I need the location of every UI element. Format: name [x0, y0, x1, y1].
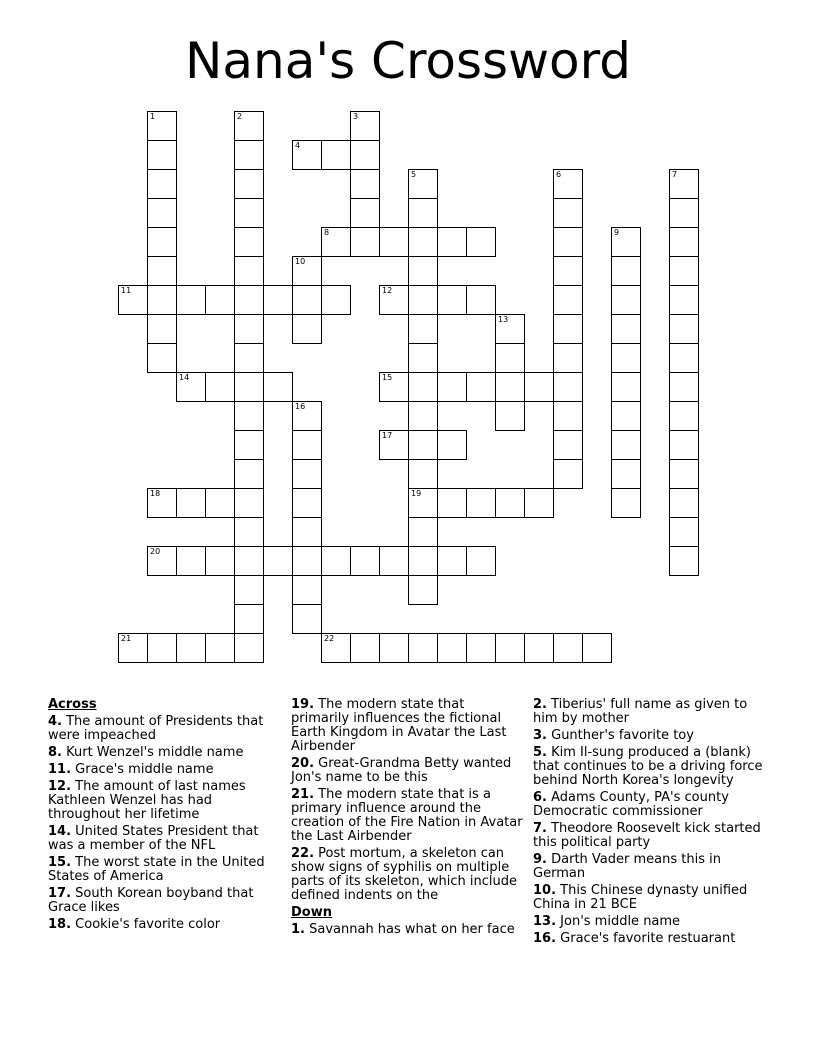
grid-cell[interactable]: [553, 227, 583, 257]
clue-number: 9.: [533, 852, 547, 867]
grid-cell[interactable]: [408, 169, 438, 199]
grid-cell[interactable]: [553, 343, 583, 373]
clue-number: 6.: [533, 790, 547, 805]
clue-number: 17.: [48, 886, 72, 901]
grid-cell[interactable]: [292, 459, 322, 489]
grid-cell[interactable]: [292, 517, 322, 547]
grid-cell[interactable]: [582, 633, 612, 663]
grid-cell[interactable]: [495, 343, 525, 373]
clue-item: [48, 887, 273, 915]
grid-cell[interactable]: [466, 633, 496, 663]
grid-cell[interactable]: [321, 633, 351, 663]
clue-item: [533, 746, 765, 788]
grid-cell[interactable]: [350, 111, 380, 141]
grid-cell[interactable]: [147, 633, 177, 663]
grid-cell[interactable]: [234, 488, 264, 518]
cell-number: 21: [121, 634, 132, 643]
clue-item: [291, 923, 523, 937]
grid-cell[interactable]: [350, 198, 380, 228]
grid-cell[interactable]: [553, 633, 583, 663]
grid-cell[interactable]: [524, 633, 554, 663]
grid-cell[interactable]: [437, 227, 467, 257]
clue-item: [533, 729, 765, 743]
grid-cell[interactable]: [553, 198, 583, 228]
clue-number: 12.: [48, 779, 72, 794]
cell-number: 14: [179, 373, 190, 382]
grid-cell[interactable]: [176, 372, 206, 402]
grid-cell[interactable]: [350, 227, 380, 257]
clue-text: Kim Il-sung produced a (blank) that continues to be a driving force behind North Korea's longevity: [533, 745, 763, 788]
clue-number: 21.: [291, 787, 315, 802]
grid-cell[interactable]: [495, 401, 525, 431]
grid-cell[interactable]: [408, 517, 438, 547]
grid-cell[interactable]: [234, 430, 264, 460]
cell-number: 12: [382, 286, 393, 295]
clue-number: 14.: [48, 824, 72, 839]
across-heading: Across: [48, 697, 97, 712]
grid-cell[interactable]: [234, 285, 264, 315]
clue-number: 10.: [533, 883, 557, 898]
clue-number: 22.: [291, 846, 315, 861]
clue-text: Grace's favorite restuarant: [556, 931, 736, 946]
grid-cell[interactable]: [408, 575, 438, 605]
clue-number: 8.: [48, 745, 62, 760]
grid-cell[interactable]: [234, 198, 264, 228]
grid-cell[interactable]: [611, 256, 641, 286]
grid-cell[interactable]: [553, 285, 583, 315]
grid-cell[interactable]: [669, 256, 699, 286]
grid-cell[interactable]: [437, 633, 467, 663]
clue-text: The modern state that primarily influences the fictional Earth Kingdom in Avatar the Last Airbender: [291, 697, 507, 754]
grid-cell[interactable]: [234, 256, 264, 286]
grid-cell[interactable]: [669, 169, 699, 199]
grid-cell[interactable]: [234, 140, 264, 170]
cell-number: 18: [150, 489, 161, 498]
clue-number: 18.: [48, 917, 72, 932]
grid-cell[interactable]: [669, 314, 699, 344]
cell-number: 6: [556, 170, 562, 179]
cell-number: 8: [324, 228, 330, 237]
clue-text: Post mortum, a skeleton can show signs of syphilis on multiple parts of its skeleton, which include defined indents on the: [291, 846, 517, 903]
grid-cell[interactable]: [147, 140, 177, 170]
grid-cell[interactable]: [669, 488, 699, 518]
grid-cell[interactable]: [292, 604, 322, 634]
grid-cell[interactable]: [292, 488, 322, 518]
clue-item: [48, 715, 273, 743]
cell-number: 1: [150, 112, 156, 121]
clue-text: The modern state that is a primary influence around the creation of the Fire Nation in Avatar the Last Airbender: [291, 787, 523, 844]
clue-text: Savannah has what on her face: [304, 922, 515, 937]
grid-cell[interactable]: [669, 546, 699, 576]
grid-cell[interactable]: [234, 546, 264, 576]
grid-cell[interactable]: [147, 227, 177, 257]
grid-cell[interactable]: [234, 604, 264, 634]
grid-cell[interactable]: [379, 633, 409, 663]
grid-cell[interactable]: [234, 372, 264, 402]
clue-number: 16.: [533, 931, 557, 946]
cell-number: 20: [150, 547, 161, 556]
grid-cell[interactable]: [350, 546, 380, 576]
grid-cell[interactable]: [611, 285, 641, 315]
grid-cell[interactable]: [234, 169, 264, 199]
grid-cell[interactable]: [234, 401, 264, 431]
grid-cell[interactable]: [495, 488, 525, 518]
grid-cell[interactable]: [437, 430, 467, 460]
grid-cell[interactable]: [669, 459, 699, 489]
grid-cell[interactable]: [205, 372, 235, 402]
grid-cell[interactable]: [408, 372, 438, 402]
grid-cell[interactable]: [379, 430, 409, 460]
grid-cell[interactable]: [669, 430, 699, 460]
grid-cell[interactable]: [553, 169, 583, 199]
grid-cell[interactable]: [147, 285, 177, 315]
clue-item: [291, 757, 523, 785]
grid-cell[interactable]: [147, 314, 177, 344]
clue-number: 2.: [533, 697, 547, 712]
clue-item: [48, 825, 273, 853]
clue-text: Kurt Wenzel's middle name: [61, 745, 244, 760]
cell-number: 10: [295, 257, 306, 266]
grid-cell[interactable]: [611, 372, 641, 402]
grid-cell[interactable]: [147, 343, 177, 373]
grid-cell[interactable]: [379, 227, 409, 257]
grid-cell[interactable]: [553, 430, 583, 460]
grid-cell[interactable]: [379, 285, 409, 315]
clue-number: 13.: [533, 914, 557, 929]
grid-cell[interactable]: [292, 546, 322, 576]
grid-cell[interactable]: [408, 314, 438, 344]
grid-cell[interactable]: [495, 372, 525, 402]
grid-cell[interactable]: [292, 256, 322, 286]
grid-cell[interactable]: [379, 372, 409, 402]
clue-number: 11.: [48, 762, 72, 777]
grid-cell[interactable]: [176, 546, 206, 576]
grid-cell[interactable]: [408, 343, 438, 373]
grid-cell[interactable]: [292, 314, 322, 344]
clue-text: Jon's middle name: [556, 914, 681, 929]
grid-cell[interactable]: [234, 575, 264, 605]
clue-text: Adams County, PA's county Democratic commissioner: [533, 790, 729, 819]
clue-item: [533, 791, 765, 819]
grid-cell[interactable]: [176, 488, 206, 518]
clue-text: Tiberius' full name as given to him by mother: [533, 697, 748, 726]
grid-cell[interactable]: [495, 633, 525, 663]
grid-cell[interactable]: [553, 256, 583, 286]
grid-cell[interactable]: [234, 633, 264, 663]
clue-number: 5.: [533, 745, 547, 760]
grid-cell[interactable]: [524, 488, 554, 518]
clue-number: 7.: [533, 821, 547, 836]
clue-item: [48, 856, 273, 884]
clue-text: Darth Vader means this in German: [533, 852, 721, 881]
grid-cell[interactable]: [176, 633, 206, 663]
grid-cell[interactable]: [234, 314, 264, 344]
grid-cell[interactable]: [263, 372, 293, 402]
grid-cell[interactable]: [408, 459, 438, 489]
grid-cell[interactable]: [408, 488, 438, 518]
clue-text: Grace's middle name: [71, 762, 214, 777]
grid-cell[interactable]: [118, 633, 148, 663]
down-heading: Down: [291, 905, 332, 920]
page-title: Nana's Crossword: [184, 32, 632, 90]
clue-item: [533, 915, 765, 929]
grid-cell[interactable]: [234, 111, 264, 141]
clue-item: [533, 698, 765, 726]
clue-number: 19.: [291, 697, 315, 712]
grid-cell[interactable]: [611, 459, 641, 489]
grid-cell[interactable]: [466, 285, 496, 315]
grid-cell[interactable]: [263, 546, 293, 576]
grid-cell[interactable]: [437, 372, 467, 402]
clue-number: 20.: [291, 756, 315, 771]
grid-cell[interactable]: [147, 169, 177, 199]
grid-cell[interactable]: [437, 285, 467, 315]
grid-cell[interactable]: [611, 314, 641, 344]
grid-cell[interactable]: [205, 488, 235, 518]
grid-cell[interactable]: [234, 459, 264, 489]
grid-cell[interactable]: [176, 285, 206, 315]
grid-cell[interactable]: [321, 227, 351, 257]
clue-item: [48, 780, 273, 822]
grid-cell[interactable]: [669, 227, 699, 257]
grid-cell[interactable]: [147, 546, 177, 576]
cell-number: 4: [295, 141, 301, 150]
grid-cell[interactable]: [408, 285, 438, 315]
grid-cell[interactable]: [669, 401, 699, 431]
cell-number: 3: [353, 112, 359, 121]
grid-cell[interactable]: [466, 372, 496, 402]
clue-item: [533, 932, 765, 946]
grid-cell[interactable]: [408, 430, 438, 460]
clue-text: Cookie's favorite color: [71, 917, 221, 932]
grid-cell[interactable]: [611, 227, 641, 257]
clue-number: 15.: [48, 855, 72, 870]
grid-cell[interactable]: [408, 227, 438, 257]
clue-item: [48, 746, 273, 760]
grid-cell[interactable]: [553, 372, 583, 402]
cell-number: 13: [498, 315, 509, 324]
grid-cell[interactable]: [553, 459, 583, 489]
grid-cell[interactable]: [205, 633, 235, 663]
cell-number: 17: [382, 431, 393, 440]
grid-cell[interactable]: [350, 633, 380, 663]
grid-cell[interactable]: [147, 198, 177, 228]
grid-cell[interactable]: [292, 140, 322, 170]
grid-cell[interactable]: [408, 198, 438, 228]
grid-cell[interactable]: [408, 401, 438, 431]
grid-cell[interactable]: [611, 488, 641, 518]
grid-cell[interactable]: [669, 372, 699, 402]
clue-number: 3.: [533, 728, 547, 743]
grid-cell[interactable]: [234, 227, 264, 257]
clue-text: South Korean boyband that Grace likes: [48, 886, 254, 915]
cell-number: 11: [121, 286, 132, 295]
grid-cell[interactable]: [553, 401, 583, 431]
grid-cell[interactable]: [147, 111, 177, 141]
grid-cell[interactable]: [234, 517, 264, 547]
grid-cell[interactable]: [350, 140, 380, 170]
grid-cell[interactable]: [408, 633, 438, 663]
grid-cell[interactable]: [466, 546, 496, 576]
grid-cell[interactable]: [437, 488, 467, 518]
clues-column-2: [291, 698, 523, 940]
clue-text: Gunther's favorite toy: [546, 728, 694, 743]
grid-cell[interactable]: [495, 314, 525, 344]
grid-cell[interactable]: [669, 517, 699, 547]
grid-cell[interactable]: [611, 401, 641, 431]
grid-cell[interactable]: [408, 546, 438, 576]
clue-number: 4.: [48, 714, 62, 729]
grid-cell[interactable]: [263, 285, 293, 315]
clue-text: Theodore Roosevelt kick started this political party: [533, 821, 761, 850]
grid-cell[interactable]: [292, 285, 322, 315]
clue-item: [291, 698, 523, 754]
grid-cell[interactable]: [611, 343, 641, 373]
clue-text: The amount of Presidents that were impeached: [48, 714, 264, 743]
cell-number: 19: [411, 489, 422, 498]
cell-number: 7: [672, 170, 678, 179]
grid-cell[interactable]: [292, 430, 322, 460]
grid-cell[interactable]: [147, 256, 177, 286]
grid-cell[interactable]: [292, 401, 322, 431]
clue-item: [48, 918, 273, 932]
clue-text: The worst state in the United States of America: [48, 855, 265, 884]
grid-cell[interactable]: [466, 488, 496, 518]
grid-cell[interactable]: [466, 227, 496, 257]
cell-number: 16: [295, 402, 306, 411]
clue-item: [291, 847, 523, 903]
grid-cell[interactable]: [147, 488, 177, 518]
cell-number: 22: [324, 634, 335, 643]
grid-cell[interactable]: [350, 169, 380, 199]
grid-cell[interactable]: [234, 343, 264, 373]
grid-cell[interactable]: [524, 372, 554, 402]
cell-number: 15: [382, 373, 393, 382]
clue-text: The amount of last names Kathleen Wenzel has had throughout her lifetime: [48, 779, 246, 822]
clue-item: [533, 822, 765, 850]
grid-cell[interactable]: [321, 546, 351, 576]
grid-cell[interactable]: [321, 285, 351, 315]
grid-cell[interactable]: [205, 285, 235, 315]
grid-cell[interactable]: [292, 575, 322, 605]
clue-item: [533, 884, 765, 912]
clue-text: This Chinese dynasty unified China in 21 BCE: [533, 883, 748, 912]
grid-cell[interactable]: [669, 343, 699, 373]
grid-cell[interactable]: [379, 546, 409, 576]
grid-cell[interactable]: [669, 285, 699, 315]
grid-cell[interactable]: [611, 430, 641, 460]
grid-cell[interactable]: [553, 314, 583, 344]
grid-cell[interactable]: [669, 198, 699, 228]
grid-cell[interactable]: [205, 546, 235, 576]
cell-number: 5: [411, 170, 417, 179]
clue-text: United States President that was a member of the NFL: [48, 824, 259, 853]
clue-number: 1.: [291, 922, 305, 937]
grid-cell[interactable]: [118, 285, 148, 315]
cell-number: 2: [237, 112, 243, 121]
clue-item: [533, 853, 765, 881]
clue-item: [48, 763, 273, 777]
clues-column-1: [48, 698, 273, 935]
clue-text: Great-Grandma Betty wanted Jon's name to be this: [291, 756, 512, 785]
grid-cell[interactable]: [321, 140, 351, 170]
clues-column-3: [533, 698, 765, 949]
clue-item: [291, 788, 523, 844]
grid-cell[interactable]: [408, 256, 438, 286]
cell-number: 9: [614, 228, 620, 237]
grid-cell[interactable]: [437, 546, 467, 576]
